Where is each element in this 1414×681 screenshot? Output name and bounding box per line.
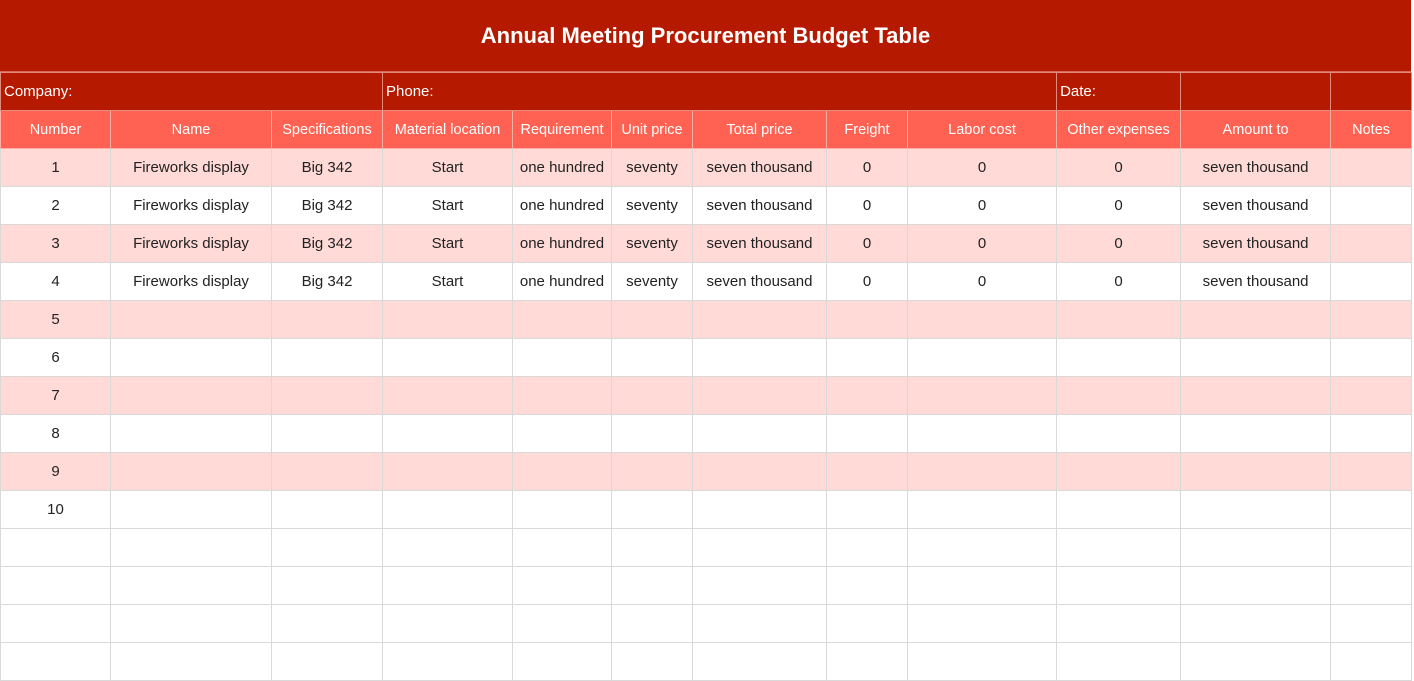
table-cell[interactable] [693,567,827,605]
table-cell[interactable] [111,377,272,415]
table-cell[interactable]: Start [383,225,513,263]
table-cell[interactable] [272,339,383,377]
table-cell[interactable]: seventy [612,187,693,225]
table-cell[interactable] [612,339,693,377]
table-cell[interactable] [1057,567,1181,605]
column-header[interactable]: Notes [1331,111,1412,149]
table-cell[interactable] [1181,567,1331,605]
table-cell[interactable]: seven thousand [693,149,827,187]
table-cell[interactable] [1057,339,1181,377]
table-cell[interactable]: Big 342 [272,187,383,225]
table-cell[interactable] [383,643,513,681]
table-cell[interactable]: 8 [1,415,111,453]
table-cell[interactable]: seventy [612,225,693,263]
table-cell[interactable] [272,301,383,339]
table-cell[interactable] [1,529,111,567]
table-cell[interactable]: 0 [827,149,908,187]
table-cell[interactable] [383,529,513,567]
table-cell[interactable] [1181,377,1331,415]
table-cell[interactable] [513,301,612,339]
column-header[interactable]: Requirement [513,111,612,149]
column-header[interactable]: Specifications [272,111,383,149]
table-cell[interactable] [272,377,383,415]
table-cell[interactable] [1331,605,1412,643]
table-cell[interactable]: Big 342 [272,225,383,263]
table-cell[interactable] [272,567,383,605]
table-cell[interactable] [1331,415,1412,453]
table-row [1,301,1412,339]
table-cell[interactable] [513,339,612,377]
table-cell[interactable] [908,605,1057,643]
table-cell[interactable] [827,567,908,605]
table-cell[interactable] [693,491,827,529]
table-cell[interactable] [693,529,827,567]
column-header[interactable]: Name [111,111,272,149]
table-row [1,643,1412,681]
table-cell[interactable] [513,491,612,529]
table-row [1,567,1412,605]
table-cell[interactable] [1181,415,1331,453]
table-cell[interactable] [111,643,272,681]
table-cell[interactable] [612,567,693,605]
table-cell[interactable] [1331,149,1412,187]
table-cell[interactable]: Start [383,263,513,301]
table-cell[interactable] [908,453,1057,491]
table-cell[interactable] [272,643,383,681]
table-cell[interactable] [908,529,1057,567]
table-cell[interactable] [111,301,272,339]
table-cell[interactable] [1181,605,1331,643]
table-cell[interactable]: 0 [827,263,908,301]
table-cell[interactable]: 0 [908,225,1057,263]
column-header[interactable]: Material location [383,111,513,149]
table-cell[interactable]: 0 [827,187,908,225]
table-cell[interactable] [827,529,908,567]
table-cell[interactable]: 0 [827,225,908,263]
column-header[interactable]: Total price [693,111,827,149]
table-row [1,415,1412,453]
table-cell[interactable]: Fireworks display [111,263,272,301]
table-cell[interactable] [383,605,513,643]
table-cell[interactable] [1057,453,1181,491]
table-title[interactable]: Annual Meeting Procurement Budget Table [0,0,1411,72]
table-cell[interactable] [1331,529,1412,567]
table-cell[interactable]: 0 [908,149,1057,187]
table-cell[interactable] [827,339,908,377]
table-cell[interactable] [513,377,612,415]
table-cell[interactable]: Fireworks display [111,149,272,187]
table-cell[interactable]: 9 [1,453,111,491]
table-cell[interactable] [1181,643,1331,681]
phone-cell[interactable]: Phone: [383,73,1057,111]
company-cell[interactable]: Company: [1,73,383,111]
table-cell[interactable] [1331,339,1412,377]
table-cell[interactable]: 2 [1,187,111,225]
table-cell[interactable] [1057,529,1181,567]
table-cell[interactable] [513,453,612,491]
column-header[interactable]: Unit price [612,111,693,149]
table-row [1,187,1412,225]
budget-table [0,72,1412,681]
table-cell[interactable] [513,605,612,643]
table-row [1,605,1412,643]
table-cell[interactable] [383,491,513,529]
table-cell[interactable] [612,529,693,567]
table-cell[interactable] [1,643,111,681]
table-cell[interactable] [383,415,513,453]
table-cell[interactable] [111,605,272,643]
table-cell[interactable]: Big 342 [272,263,383,301]
table-cell[interactable] [1181,301,1331,339]
table-cell[interactable] [383,301,513,339]
column-header[interactable]: Labor cost [908,111,1057,149]
table-cell[interactable]: Big 342 [272,149,383,187]
info-extra-cell[interactable] [1331,73,1412,111]
column-header[interactable]: Freight [827,111,908,149]
table-cell[interactable] [1057,605,1181,643]
table-row [1,225,1412,263]
table-cell[interactable]: 7 [1,377,111,415]
table-cell[interactable] [693,453,827,491]
table-cell[interactable] [827,643,908,681]
table-cell[interactable] [1181,339,1331,377]
table-cell[interactable] [612,643,693,681]
table-cell[interactable]: seven thousand [1181,149,1331,187]
table-cell[interactable] [612,377,693,415]
table-cell[interactable] [827,301,908,339]
table-cell[interactable] [1331,567,1412,605]
table-cell[interactable] [1331,453,1412,491]
table-cell[interactable] [272,605,383,643]
table-cell[interactable] [1057,491,1181,529]
table-cell[interactable]: 5 [1,301,111,339]
table-cell[interactable] [1181,491,1331,529]
table-cell[interactable]: seventy [612,149,693,187]
table-cell[interactable] [908,643,1057,681]
table-cell[interactable] [827,415,908,453]
date-cell[interactable]: Date: [1057,73,1181,111]
table-cell[interactable]: seven thousand [1181,187,1331,225]
table-cell[interactable] [111,567,272,605]
table-row [1,529,1412,567]
table-cell[interactable]: seven thousand [693,225,827,263]
table-cell[interactable] [111,529,272,567]
table-cell[interactable] [383,339,513,377]
table-cell[interactable] [612,301,693,339]
table-cell[interactable]: 1 [1,149,111,187]
column-header[interactable]: Amount to [1181,111,1331,149]
table-cell[interactable] [612,605,693,643]
table-cell[interactable]: one hundred [513,225,612,263]
table-cell[interactable] [693,301,827,339]
table-cell[interactable] [513,415,612,453]
table-cell[interactable] [827,453,908,491]
table-cell[interactable]: 10 [1,491,111,529]
table-cell[interactable] [383,377,513,415]
table-cell[interactable] [272,529,383,567]
table-cell[interactable]: 0 [908,263,1057,301]
table-cell[interactable] [908,301,1057,339]
table-cell[interactable]: one hundred [513,263,612,301]
table-cell[interactable] [693,377,827,415]
table-cell[interactable]: Start [383,187,513,225]
table-cell[interactable]: Fireworks display [111,187,272,225]
table-cell[interactable]: seven thousand [1181,225,1331,263]
table-cell[interactable]: Start [383,149,513,187]
table-cell[interactable]: 6 [1,339,111,377]
table-cell[interactable]: one hundred [513,187,612,225]
table-cell[interactable]: 3 [1,225,111,263]
table-cell[interactable]: one hundred [513,149,612,187]
table-cell[interactable] [1057,377,1181,415]
table-cell[interactable]: seven thousand [693,263,827,301]
table-cell[interactable] [111,491,272,529]
table-cell[interactable]: 0 [908,187,1057,225]
table-cell[interactable] [272,491,383,529]
table-row [1,453,1412,491]
table-cell[interactable] [513,567,612,605]
table-cell[interactable] [827,605,908,643]
table-cell[interactable] [111,453,272,491]
table-cell[interactable] [111,339,272,377]
table-cell[interactable] [693,643,827,681]
date-value-cell[interactable] [1181,73,1331,111]
table-cell[interactable] [693,605,827,643]
table-cell[interactable] [693,339,827,377]
table-cell[interactable]: seventy [612,263,693,301]
column-header[interactable]: Other expenses [1057,111,1181,149]
table-cell[interactable] [1331,643,1412,681]
table-cell[interactable] [1331,187,1412,225]
table-cell[interactable] [1331,263,1412,301]
table-row [1,491,1412,529]
table-cell[interactable] [1057,301,1181,339]
table-row [1,263,1412,301]
table-row [1,149,1412,187]
table-row [1,339,1412,377]
info-row [1,73,1412,111]
table-cell[interactable] [1,605,111,643]
table-cell[interactable]: seven thousand [693,187,827,225]
table-cell[interactable] [908,377,1057,415]
table-cell[interactable] [1331,377,1412,415]
table-cell[interactable] [693,415,827,453]
table-cell[interactable] [513,643,612,681]
table-cell[interactable] [1331,301,1412,339]
table-cell[interactable]: 0 [1057,263,1181,301]
table-cell[interactable]: 0 [1057,149,1181,187]
table-cell[interactable]: 4 [1,263,111,301]
table-cell[interactable] [612,491,693,529]
table-cell[interactable] [612,415,693,453]
table-cell[interactable] [908,567,1057,605]
table-cell[interactable] [272,453,383,491]
table-cell[interactable]: 0 [1057,187,1181,225]
table-cell[interactable] [612,453,693,491]
table-cell[interactable] [272,415,383,453]
table-cell[interactable]: 0 [1057,225,1181,263]
table-cell[interactable] [908,339,1057,377]
table-cell[interactable]: seven thousand [1181,263,1331,301]
column-header[interactable]: Number [1,111,111,149]
table-cell[interactable] [827,377,908,415]
table-cell[interactable] [1,567,111,605]
table-cell[interactable] [1181,453,1331,491]
table-cell[interactable] [1181,529,1331,567]
table-cell[interactable] [1057,643,1181,681]
table-cell[interactable] [513,529,612,567]
table-row [1,377,1412,415]
table-cell[interactable] [908,415,1057,453]
table-cell[interactable] [383,453,513,491]
column-header-row [1,111,1412,149]
table-cell[interactable] [908,491,1057,529]
table-cell[interactable] [111,415,272,453]
table-cell[interactable] [383,567,513,605]
table-cell[interactable] [827,491,908,529]
table-cell[interactable] [1057,415,1181,453]
table-cell[interactable]: Fireworks display [111,225,272,263]
table-cell[interactable] [1331,491,1412,529]
table-cell[interactable] [1331,225,1412,263]
